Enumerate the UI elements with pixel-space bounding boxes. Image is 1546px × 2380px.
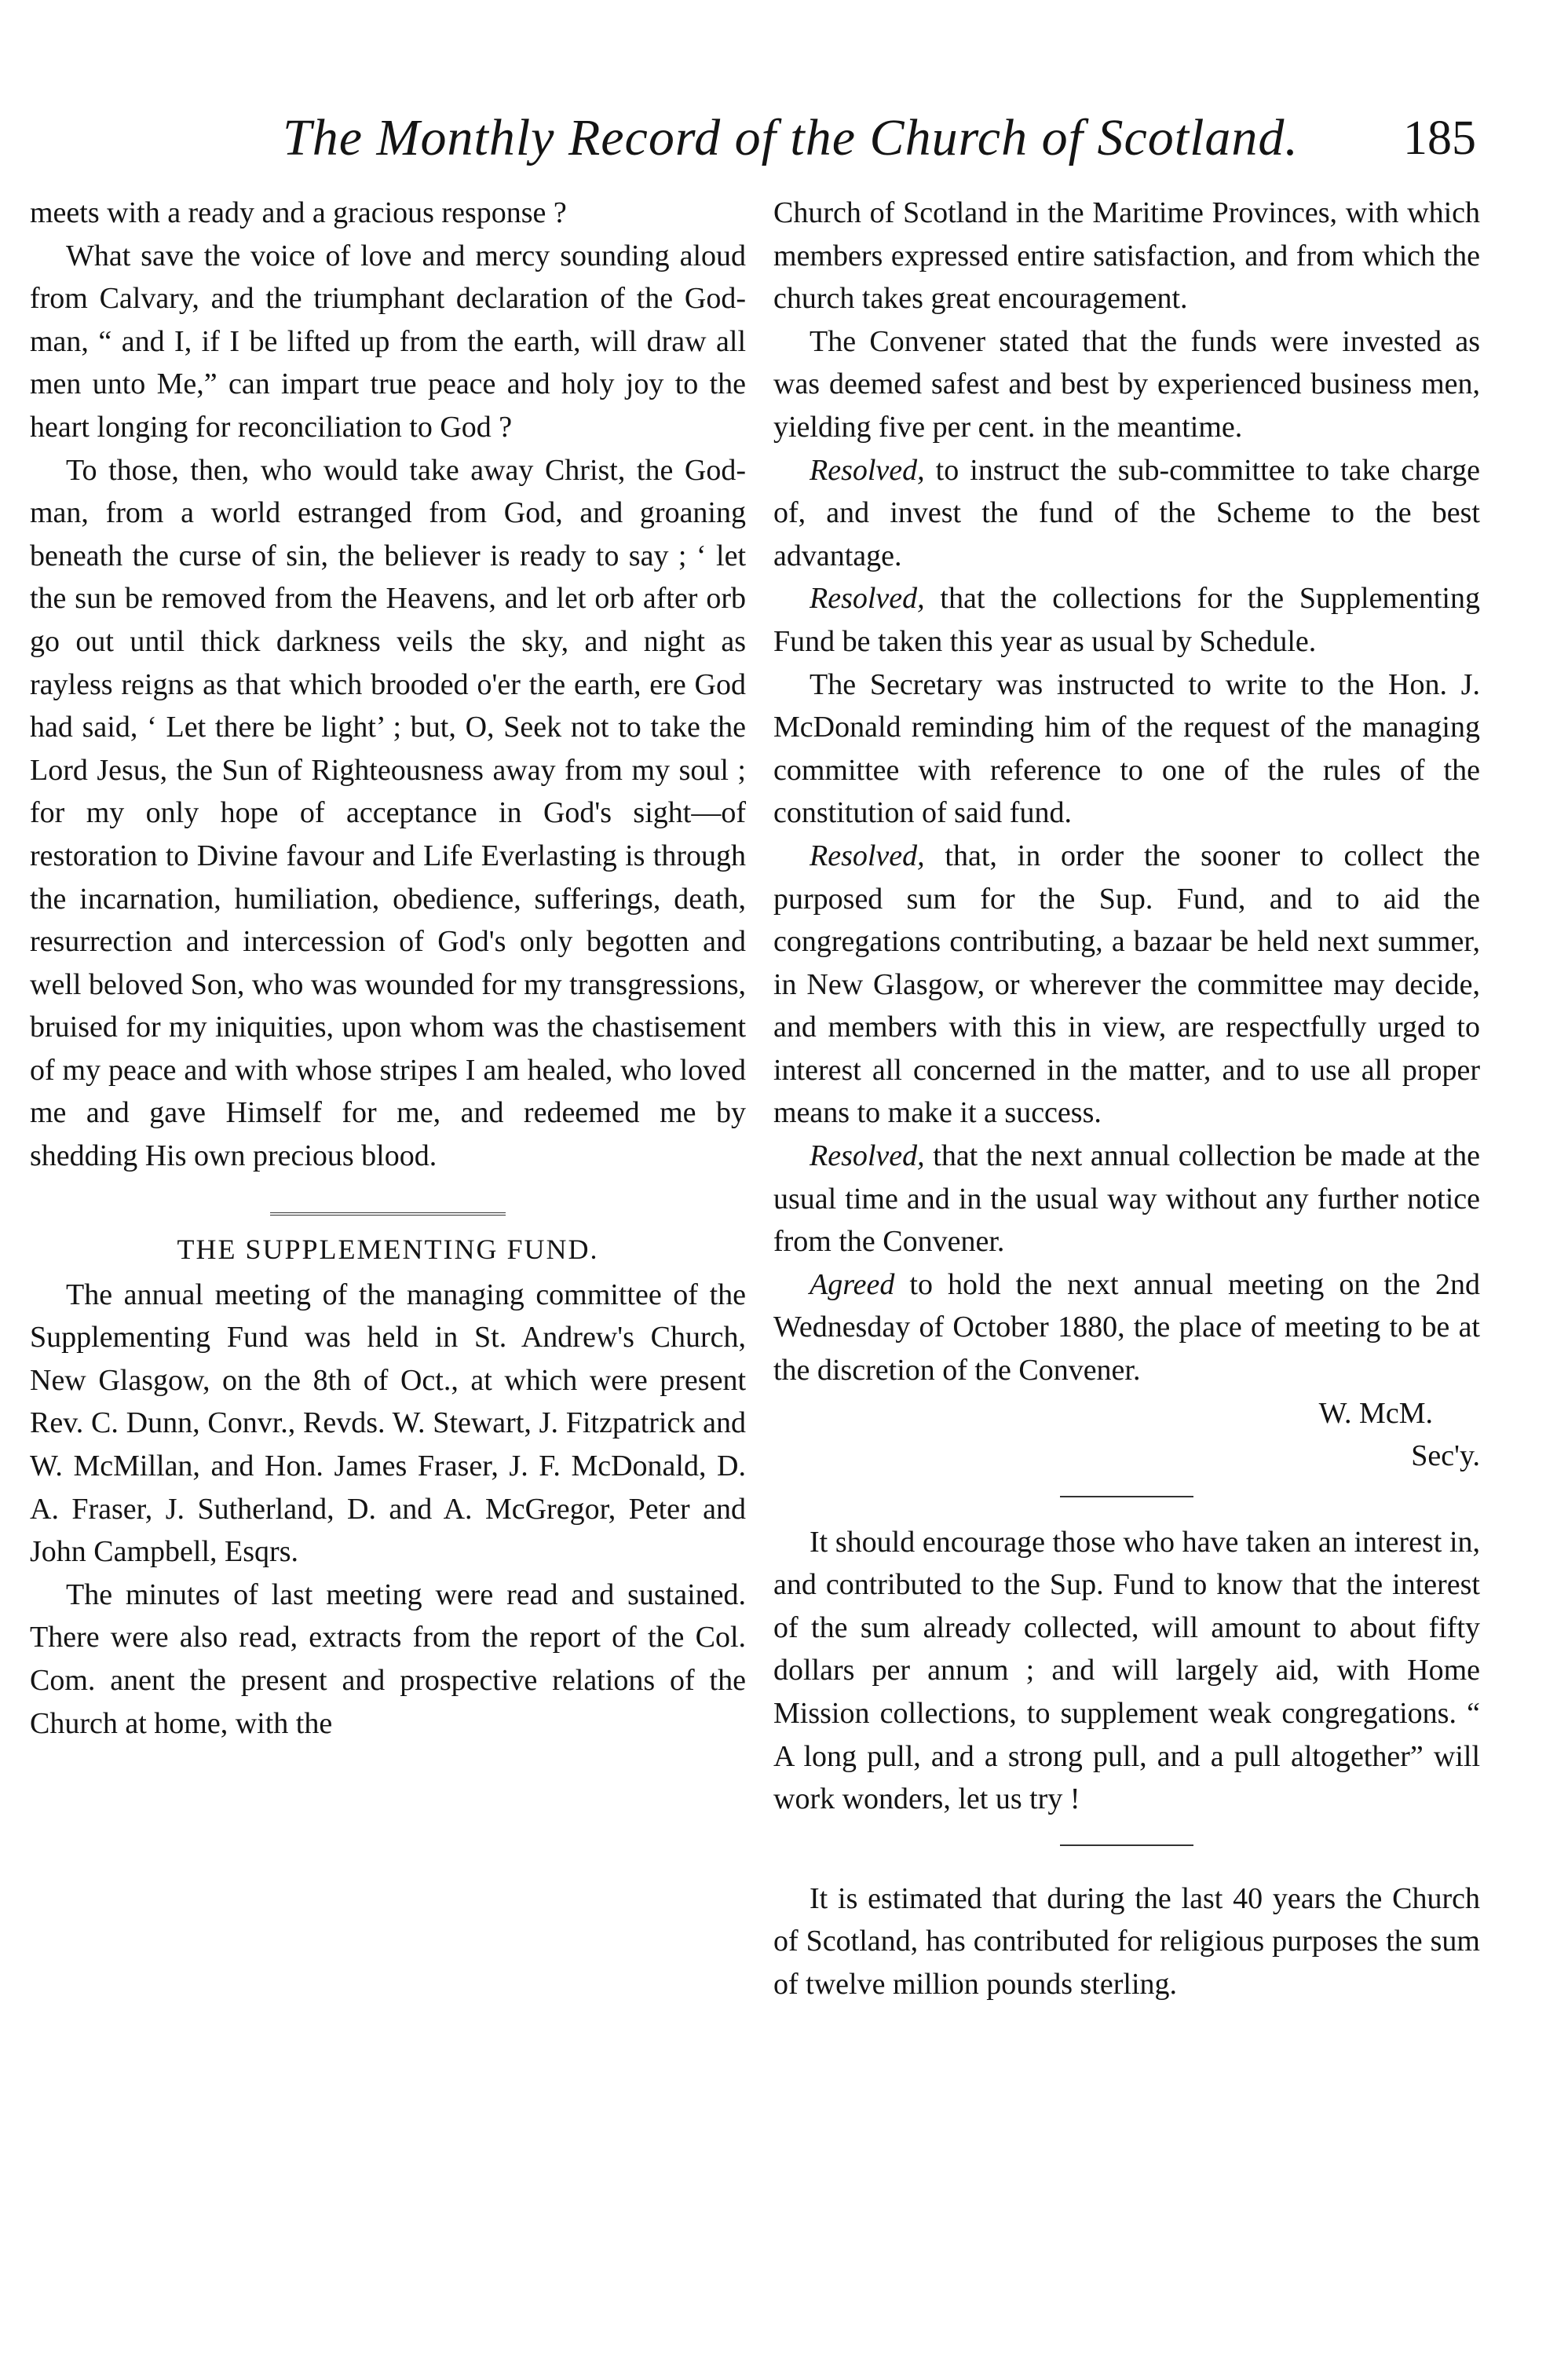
section-heading: THE SUPPLEMENTING FUND. <box>177 1233 599 1265</box>
paragraph-resolved-next-collection <box>773 1135 1480 1263</box>
resolved-text: that the next annual collection be made at the usual time and in the usual way without any further notice from the Convener. <box>773 1139 1480 1259</box>
paragraph-continuation: meets with a ready and a gracious response ? <box>30 196 567 229</box>
signature-title: Sec'y. <box>1411 1439 1480 1472</box>
section-divider <box>270 1212 506 1219</box>
paragraph-annual-meeting: The annual meeting of the managing committee of the Supplementing Fund was held in St. Andrew's Church, New Glasgow, on the 8th of Oct., at which were present Rev. C. Dunn, Convr., Revds. W. Stewart, J. Fitzpatrick and W. McMillan, and Hon. James Fraser, J. F. McDonald, D. A. Fraser, J. Sutherland, D. and A. McGregor, Peter and John Campbell, Esqrs. <box>30 1278 746 1569</box>
page-header <box>251 107 1476 170</box>
paragraph-encourage: It should encourage those who have taken an interest in, and contributed to the Sup. Fund to know that the interest of the sum already collected, will amount to about fifty dollars per annum ; and will largely aid, with Home Mission collections, to supplement weak congregations. “ A long pull, and a strong pull, and a pull altogether” will work wonders, let us try ! <box>773 1525 1480 1816</box>
paragraph-believer: To those, then, who would take away Christ, the God-man, from a world estranged from God, and groaning beneath the curse of sin, the believer is ready to say ; ‘ let the sun be removed from the Heavens, and let orb after orb go out until thick darkness veils the sky, and night as rayless reigns as that which brooded o'er the earth, ere God had said, ‘ Let there be light’ ; but, O, Seek not to take the Lord Jesus, the Sun of Righteousness away from my soul ; for my only hope of acceptance in God's sight—of restoration to Divine favour and Life Everlasting is through the incarnation, humiliation, obedience, sufferings, death, resurrection and intercession of God's only begotten and well beloved Son, who was wounded for my transgressions, bruised for my iniquities, upon whom was the chastisement of my peace and with whose stripes I am healed, who loved me and gave Himself for me, and redeemed me by shedding His own precious blood. <box>30 453 746 1173</box>
paragraph-estimated: It is estimated that during the last 40 years the Church of Scotland, has contributed for religious purposes the sum of twelve million pounds sterling. <box>773 1881 1480 2001</box>
paragraph-calvary: What save the voice of love and mercy sounding aloud from Calvary, and the triumphant declaration of the God-man, “ and I, if I be lifted up from the earth, will draw all men unto Me,” can impart true peace and holy joy to the heart longing for reconciliation to God ? <box>30 239 746 444</box>
paragraph-agreed-meeting <box>773 1263 1480 1392</box>
paragraph-resolved-collections <box>773 577 1480 663</box>
left-column <box>30 192 746 1745</box>
page-number: 185 <box>1403 112 1476 165</box>
paragraph-church-provinces: Church of Scotland in the Maritime Provinces, with which members expressed entire satisfaction, and from which the church takes great encouragement. <box>773 196 1480 316</box>
paragraph-secretary: The Secretary was instructed to write to the Hon. J. McDonald reminding him of the request of the managing committee with reference to one of the rules of the constitution of said fund. <box>773 667 1480 830</box>
paragraph-resolved-bazaar <box>773 835 1480 1135</box>
paragraph-convener-funds: The Convener stated that the funds were invested as was deemed safest and best by experienced business men, yielding five per cent. in the meantime. <box>773 324 1480 444</box>
resolved-text: that the collections for the Supplementing Fund be taken this year as usual by Schedule. <box>773 582 1480 658</box>
resolved-label: Resolved, <box>810 453 925 487</box>
resolved-label: Resolved, <box>810 1139 925 1173</box>
agreed-label: Agreed <box>810 1267 895 1301</box>
signature-name: W. McM. <box>1318 1396 1433 1430</box>
paragraph-resolved-invest <box>773 449 1480 578</box>
resolved-label: Resolved, <box>810 839 925 872</box>
resolved-text: to instruct the sub-committee to take charge of, and invest the fund of the Scheme to the best advantage. <box>773 453 1480 572</box>
resolved-text: that, in order the sooner to collect the purposed sum for the Sup. Fund, and to aid the congregations contributing, a bazaar be held next summer, in New Glasgow, or wherever the committee may decide, and members with this in view, are respectfully urged to interest all concerned in the matter, and to use all proper means to make it a success. <box>773 839 1480 1130</box>
right-column <box>773 192 1480 2006</box>
agreed-text: to hold the next annual meeting on the 2nd Wednesday of October 1880, the place of meeting to be at the discretion of the Convener. <box>773 1267 1480 1387</box>
resolved-label: Resolved, <box>810 582 925 616</box>
running-title: The Monthly Record of the Church of Scotland. <box>283 109 1299 166</box>
paragraph-minutes: The minutes of last meeting were read and sustained. There were also read, extracts from the report of the Col. Com. anent the present and prospective relations of the Church at home, with the <box>30 1578 746 1740</box>
